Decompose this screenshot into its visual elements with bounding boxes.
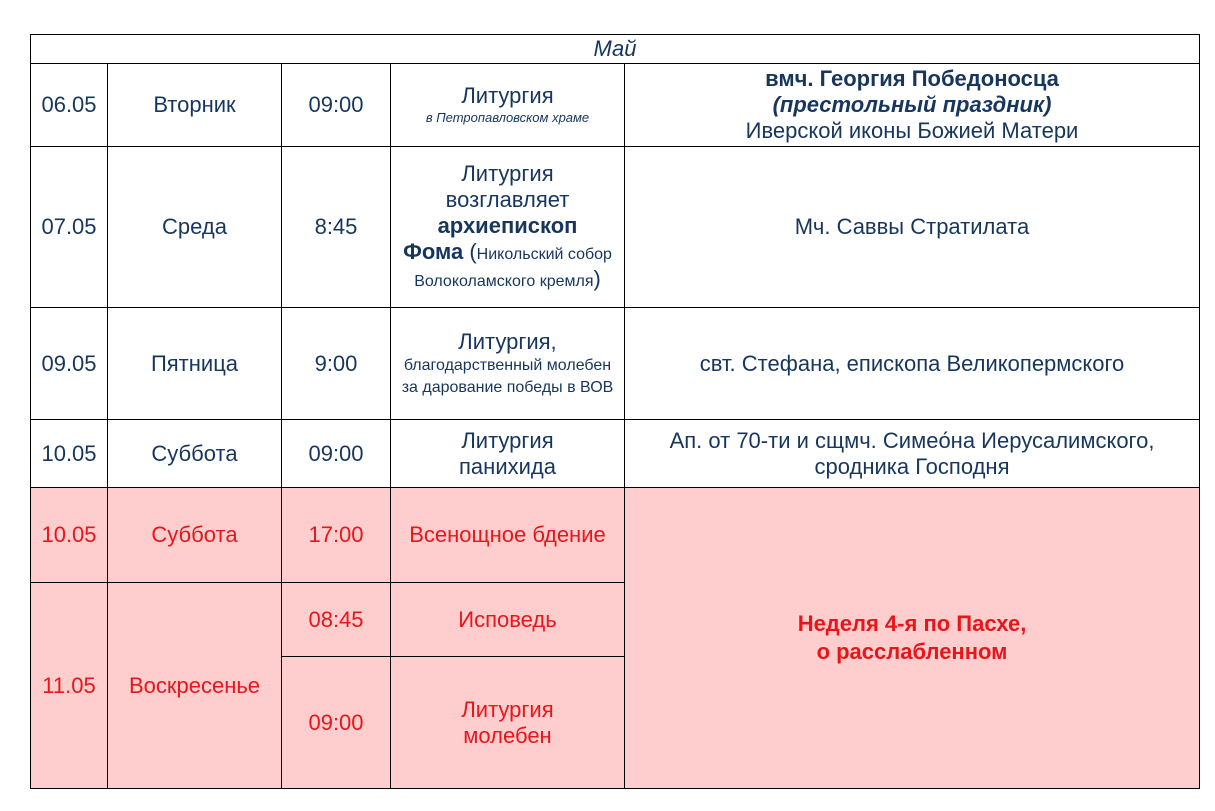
time-cell: 17:00 xyxy=(282,488,391,583)
service-cell xyxy=(391,64,625,147)
date-cell: 11.05 xyxy=(31,583,108,789)
feast-line: Иверской иконы Божией Матери xyxy=(745,118,1079,143)
service-line: Литургия, xyxy=(458,328,557,354)
service-cell xyxy=(391,147,625,308)
date-cell: 10.05 xyxy=(31,488,108,583)
service-cell xyxy=(391,420,625,488)
time-cell: 09:00 xyxy=(282,64,391,147)
time-cell: 8:45 xyxy=(282,147,391,308)
feast-line: Ап. от 70-ти и сщмч. Симео́на Иерусалимского, xyxy=(669,427,1155,453)
service-note: в Петропавловском храме xyxy=(425,110,590,125)
service-cell xyxy=(391,308,625,420)
feast-line: сродника Господня xyxy=(814,453,1010,479)
service-cell: Всенощное бдение xyxy=(391,488,625,583)
feast-line: Неделя 4-я по Пасхе, xyxy=(797,611,1027,636)
service-line: возглавляет xyxy=(445,187,570,212)
date-cell: 06.05 xyxy=(31,64,108,147)
feast-cell xyxy=(625,420,1200,488)
time-cell: 09:00 xyxy=(282,420,391,488)
feast-line: о расслабленном xyxy=(816,639,1008,664)
table-row xyxy=(31,64,1200,147)
service-cell: Исповедь xyxy=(391,583,625,657)
time-cell: 09:00 xyxy=(282,657,391,789)
feast-cell xyxy=(625,488,1200,789)
feast-line: (престольный праздник) xyxy=(772,92,1052,117)
day-cell: Среда xyxy=(108,147,282,308)
service-line: Литургия xyxy=(461,427,554,453)
service-line: панихида xyxy=(459,453,556,479)
bishop-title: архиепископ xyxy=(437,213,578,238)
service-cell xyxy=(391,657,625,789)
table-row xyxy=(31,420,1200,488)
table-row xyxy=(31,147,1200,308)
service-note: благодарственный молебен за дарование победы в ВОВ xyxy=(401,356,614,396)
table-row xyxy=(31,308,1200,420)
feast-cell xyxy=(625,64,1200,147)
date-cell: 09.05 xyxy=(31,308,108,420)
day-cell: Пятница xyxy=(108,308,282,420)
feast-cell: Мч. Саввы Стратилата xyxy=(625,147,1200,308)
service-line: Литургия xyxy=(461,161,554,186)
time-cell: 08:45 xyxy=(282,583,391,657)
day-cell: Воскресенье xyxy=(108,583,282,789)
service-line: Литургия xyxy=(461,696,554,722)
day-cell: Суббота xyxy=(108,420,282,488)
date-cell: 10.05 xyxy=(31,420,108,488)
time-cell: 9:00 xyxy=(282,308,391,420)
paren-close: ) xyxy=(593,266,601,291)
service-line: молебен xyxy=(463,722,552,748)
day-cell: Вторник xyxy=(108,64,282,147)
month-header: Май xyxy=(31,35,1200,64)
schedule-table xyxy=(30,34,1200,789)
date-cell: 07.05 xyxy=(31,147,108,308)
paren-open: ( xyxy=(463,239,477,264)
service-title: Литургия xyxy=(461,83,554,108)
feast-cell: свт. Стефана, епископа Великопермского xyxy=(625,308,1200,420)
service-note: Никольский собор Волоколамского кремля xyxy=(414,246,612,290)
feast-line: вмч. Георгия Победоносца xyxy=(765,66,1059,91)
bishop-name: Фома xyxy=(403,239,464,264)
day-cell: Суббота xyxy=(108,488,282,583)
table-row xyxy=(31,488,1200,583)
